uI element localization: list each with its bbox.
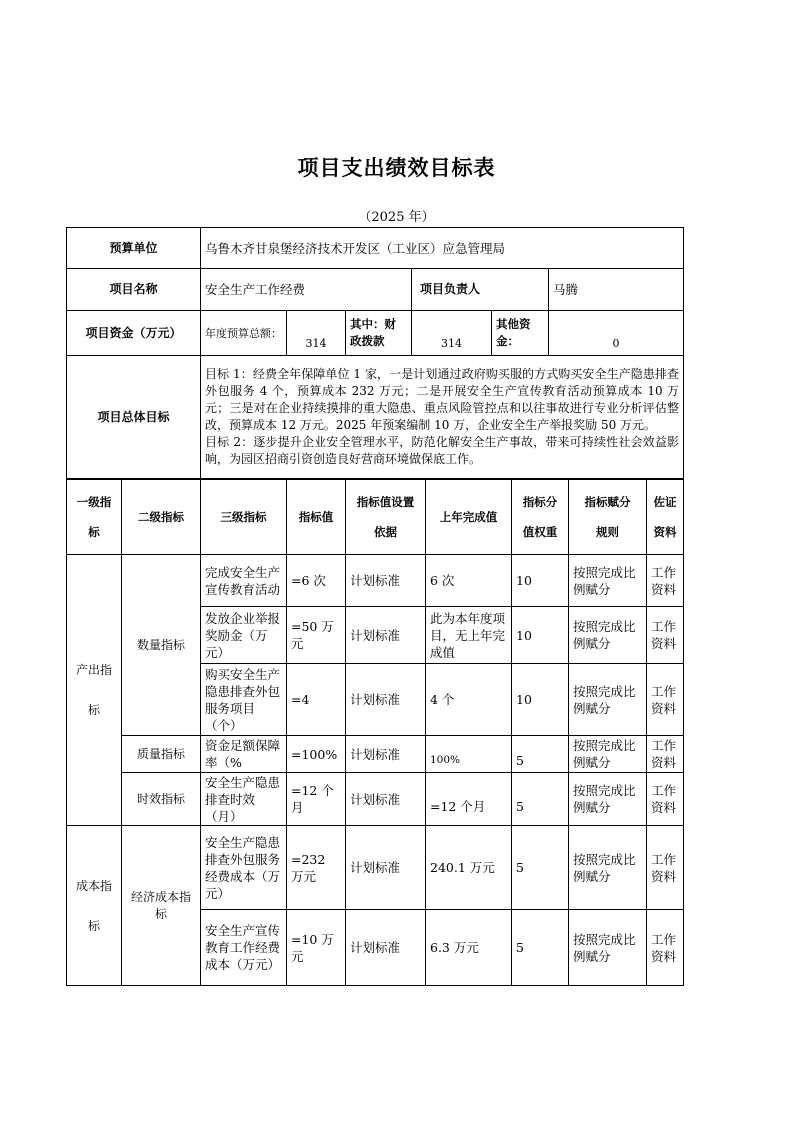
row6-last: 240.1 万元 xyxy=(426,826,512,910)
row2-value: =50 万元 xyxy=(287,607,346,664)
page-title: 项目支出绩效目标表 xyxy=(297,156,496,180)
header-basis: 指标值设置 依据 xyxy=(346,480,426,555)
row4-l3: 资金足额保障率（% xyxy=(201,736,287,773)
row5-last: =12 个月 xyxy=(426,773,512,826)
row1-evidence: 工作资料 xyxy=(647,555,684,607)
budget-unit-label: 预算单位 xyxy=(67,228,201,269)
overall-goal-label: 项目总体目标 xyxy=(67,356,201,479)
row2-last: 此为本年度项目，无上年完成值 xyxy=(426,607,512,664)
annual-budget-value: 314 xyxy=(287,311,346,356)
row3-l3: 购买安全生产隐患排查外包服务项目（个） xyxy=(201,664,287,736)
row1-rule: 按照完成比例赋分 xyxy=(569,555,647,607)
row1-l3: 完成安全生产宣传教育活动 xyxy=(201,555,287,607)
row5-value: =12 个月 xyxy=(287,773,346,826)
row4-evidence: 工作资料 xyxy=(647,736,684,773)
row3-value: =4 xyxy=(287,664,346,736)
row3-rule: 按照完成比例赋分 xyxy=(569,664,647,736)
row3-basis: 计划标准 xyxy=(346,664,426,736)
row5-l3: 安全生产隐患排查时效（月） xyxy=(201,773,287,826)
group-economic-cost: 经济成本指标 xyxy=(122,826,201,986)
header-evidence: 佐证 资料 xyxy=(647,480,684,555)
group-quantity: 数量指标 xyxy=(122,555,201,736)
budget-unit-value: 乌鲁木齐甘泉堡经济技术开发区（工业区）应急管理局 xyxy=(201,228,684,269)
other-funds-value: 0 xyxy=(549,311,684,356)
annual-budget-label: 年度预算总额： xyxy=(201,311,287,356)
row7-evidence: 工作资料 xyxy=(647,910,684,986)
row6-value: =232 万元 xyxy=(287,826,346,910)
row1-value: =6 次 xyxy=(287,555,346,607)
row7-weight: 5 xyxy=(512,910,569,986)
overall-goal-content xyxy=(201,356,684,479)
row3-weight: 10 xyxy=(512,664,569,736)
row1-basis: 计划标准 xyxy=(346,555,426,607)
year-label: （2025 年） xyxy=(358,210,435,225)
project-leader-label: 项目负责人 xyxy=(412,269,549,311)
header-scoring: 指标赋分 规则 xyxy=(569,480,647,555)
row3-last: 4 个 xyxy=(426,664,512,736)
row1-weight: 10 xyxy=(512,555,569,607)
table-row xyxy=(67,826,684,910)
row1-last: 6 次 xyxy=(426,555,512,607)
row3-evidence: 工作资料 xyxy=(647,664,684,736)
row4-last: 100% xyxy=(426,736,512,773)
fiscal-label: 其中：财政拨款 xyxy=(346,311,412,356)
project-name-label: 项目名称 xyxy=(67,269,201,311)
table-row xyxy=(67,555,684,607)
project-leader-value: 马腾 xyxy=(549,269,684,311)
group-quality: 质量指标 xyxy=(122,736,201,773)
row6-basis: 计划标准 xyxy=(346,826,426,910)
row7-value: =10 万元 xyxy=(287,910,346,986)
funds-label: 项目资金（万元） xyxy=(67,311,201,356)
group-cost: 成本指 标 xyxy=(67,826,122,986)
header-level2: 二级指标 xyxy=(122,480,201,555)
indicator-header-row xyxy=(67,480,684,555)
row4-rule: 按照完成比例赋分 xyxy=(569,736,647,773)
header-level3: 三级指标 xyxy=(201,480,287,555)
project-name-value: 安全生产工作经费 xyxy=(201,269,412,311)
row6-l3: 安全生产隐患排查外包服务经费成本（万元） xyxy=(201,826,287,910)
row2-basis: 计划标准 xyxy=(346,607,426,664)
row5-evidence: 工作资料 xyxy=(647,773,684,826)
row2-rule: 按照完成比例赋分 xyxy=(569,607,647,664)
header-weight: 指标分 值权重 xyxy=(512,480,569,555)
row7-basis: 计划标准 xyxy=(346,910,426,986)
other-funds-label: 其他资金： xyxy=(492,311,549,356)
goal-2-text: 目标 2：逐步提升企业安全管理水平，防范化解安全生产事故，带来可持续性社会效益影响，为园区招商引资创造良好营商环境做保底工作。 xyxy=(205,435,680,466)
row7-last: 6.3 万元 xyxy=(426,910,512,986)
group-timeliness: 时效指标 xyxy=(122,773,201,826)
group-output: 产出指 标 xyxy=(67,555,122,826)
row7-rule: 按照完成比例赋分 xyxy=(569,910,647,986)
row4-weight: 5 xyxy=(512,736,569,773)
row6-weight: 5 xyxy=(512,826,569,910)
row4-basis: 计划标准 xyxy=(346,736,426,773)
row5-basis: 计划标准 xyxy=(346,773,426,826)
row6-evidence: 工作资料 xyxy=(647,826,684,910)
row2-evidence: 工作资料 xyxy=(647,607,684,664)
row7-l3: 安全生产宣传教育工作经费成本（万元） xyxy=(201,910,287,986)
indicator-table xyxy=(66,479,684,986)
row5-weight: 5 xyxy=(512,773,569,826)
basic-info-table xyxy=(66,227,684,479)
header-level1: 一级指 标 xyxy=(67,480,122,555)
table-row xyxy=(67,773,684,826)
header-value: 指标值 xyxy=(287,480,346,555)
row2-weight: 10 xyxy=(512,607,569,664)
row4-value: =100% xyxy=(287,736,346,773)
row2-l3: 发放企业举报奖励金（万元） xyxy=(201,607,287,664)
fiscal-value: 314 xyxy=(412,311,492,356)
row5-rule: 按照完成比例赋分 xyxy=(569,773,647,826)
header-last-year: 上年完成值 xyxy=(426,480,512,555)
goal-1-text: 目标 1：经费全年保障单位 1 家，一是计划通过政府购买服的方式购买安全生产隐患排查外包服务 4 个，预算成本 232 万元；二是开展安全生产宣传教育活动预算成本 10 万元；三是对在企业持续摸排的重大隐患、重点风险管控点和以往事故进行专业分析评估整改，预算成本 12 万元。2025 年预案编制 10 万，企业安全生产举报奖励 50 万元。 xyxy=(205,367,680,432)
table-row xyxy=(67,736,684,773)
row6-rule: 按照完成比例赋分 xyxy=(569,826,647,910)
